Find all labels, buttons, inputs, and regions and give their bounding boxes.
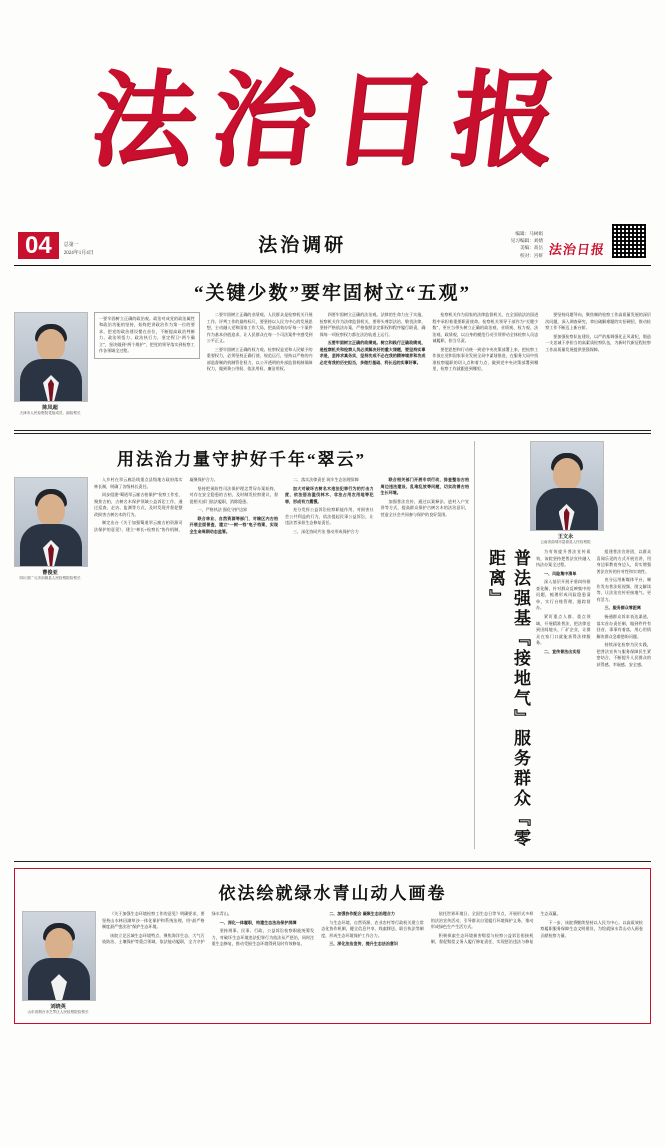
article-2 bbox=[14, 441, 469, 849]
article-2-para-8: 三、深化协同共治 推动形成保护合力 bbox=[293, 528, 359, 534]
article-1-lead: 一要牢固树立正确的政治观。政治对成党的政治属性和政治功能的坚持，始终把讲政治作为第一位的要求，把党的政治建设摆在首位，不断提高政治判断力、政治领悟力、政治执行力，坚定捍卫“两个确立”，坚决做到“两个维护”，把党的领导落实到检察工作各领域全过程。 bbox=[94, 312, 200, 359]
article-1-para-7: 要加强检察队伍建设，以严的基调强化正风肃纪，锻造一支忠诚干净担当的高素质检察队伍，为新时代新征程检察工作高质量发展提供坚强保障。 bbox=[545, 333, 651, 352]
article-2-para-1: 制定出台《关于加强蜀道翠云廊古柏资源司法保护的意见》，建立“林长+检察长”协作机制，凝聚保护合力。 bbox=[94, 477, 218, 532]
article-2-para-5: 二、落实法律责任 筑牢生态治理屏障 bbox=[293, 477, 359, 483]
article-4-para-5: 三、深化法治宣传，提升生态法治意识 bbox=[329, 941, 398, 947]
article-1-para-1: 三要牢固树立正确的权力观。检察权是党和人民赋予的重要权力，必须坚持正确行使、规范运行，坚持以严格的内部监督制约机制管住权力，以公开透明的外部监督机制保障权力，做到秉公用权、依法用权、廉洁用权。 bbox=[206, 346, 313, 372]
author-title: 四川省广元市剑阁县人民检察院检察长 bbox=[19, 576, 81, 581]
article-4-title: 依法绘就绿水青山动人画卷 bbox=[218, 884, 447, 904]
article-4-para-6: 依托世界环境日、全国生态日等节点，开展形式多样的法治宣传活动，引导群众自觉履行环境保护义务，推动形成绿色生产生活方式。 bbox=[430, 911, 534, 930]
header-right bbox=[511, 223, 647, 259]
issue-meta bbox=[64, 242, 94, 259]
article-2-body bbox=[94, 477, 469, 535]
article-1-para-3: 五要牢固树立正确的政绩观。树立和践行正确政绩观，是检察机关和检察人员必须解决好的重大课题，要坚持实事求是，坚持求真务实，坚持功成不必在我的精神境界和功成必定有我的历史担当，多做打基础、利长远的实事好事。 bbox=[319, 340, 426, 365]
article-4-wrapper bbox=[0, 868, 665, 1030]
article-2-para-10: 加强普法宣传，通过以案释法、进村入户宣讲等方式，提高群众保护古树名木的法治意识，营造全社会共同参与保护的良好氛围。 bbox=[380, 498, 469, 517]
article-3-title: 普法强基『接地气』服务群众『零距离』 bbox=[486, 549, 530, 850]
article-4-para-3: 二、加强协作配合 凝聚生态治理合力 bbox=[329, 911, 395, 917]
header-bar bbox=[0, 215, 665, 263]
page-number: 04 bbox=[18, 232, 59, 259]
masthead bbox=[0, 0, 665, 215]
article-2-para-7: 充分发挥公益诉讼检察职能作用，对损害社会公共利益的行为，依法提起民事公益诉讼，让违法者承担生态修复责任。 bbox=[285, 507, 374, 526]
article-4 bbox=[14, 868, 651, 1024]
author-photo bbox=[14, 477, 88, 567]
article-2-3-region bbox=[0, 439, 665, 855]
issue-meta-line1: 总第一 bbox=[63, 243, 79, 248]
article-3-para-5: 充分运用新媒体平台，制作发布普法短视频、图文解读等，让法治宣传更接地气、更有活力。 bbox=[596, 577, 651, 602]
article-1-para-6: 要坚持问题导向，聚焦制约检察工作高质量发展的深层次问题，深入调查研究，拿出破解难题的实招硬招，推动检察工作不断迈上新台阶。 bbox=[545, 312, 651, 331]
credit-assistant-editor: 见习编辑：刘婧 bbox=[510, 237, 543, 243]
article-1-author bbox=[14, 312, 86, 416]
credit-designer: 美编：高岳 bbox=[519, 245, 543, 251]
article-3 bbox=[480, 441, 651, 849]
article-1-para-0: 二要牢固树立正确的业绩观。人民群众是检察机关开展工作、评判工作的最终标尺，要坚持以人民为中心的发展思想，主动融入党和国家工作大局，把高质效办好每一个案件作为基本价值追求，让人民群众在每一个司法案件中感受到公平正义。 bbox=[206, 312, 313, 344]
author-photo bbox=[22, 911, 96, 1001]
column-divider bbox=[474, 441, 475, 849]
author-name: 曹俊亚 bbox=[42, 570, 58, 577]
article-3-author bbox=[530, 441, 602, 545]
article-3-para-1: 深入基层开展矛盾纠纷排查化解，针对群众反映集中的问题，梳理形成风险隐患清单，实行台账管理、跟踪督办。 bbox=[536, 579, 591, 611]
article-1 bbox=[0, 266, 665, 425]
issue-meta-line2: 2024年1月4日 bbox=[63, 250, 94, 256]
article-3-lead: 为有效提升普法宣传质效，该院坚持把普法宣传融入执法办案全过程。 bbox=[536, 549, 591, 568]
article-3-para-8: 持续深化检察为民实践，把普法宣传与服务保障民生紧密结合，不断提升人民群众的获得感、幸福感、安全感。 bbox=[596, 642, 651, 667]
article-2-para-9: 联合相关部门开展专项行动，排查整治古柏周边违法建设、乱堆乱放等问题，切实改善古柏生长环境。 bbox=[380, 477, 469, 496]
article-3-para-0: 一、风险集中清单 bbox=[544, 570, 577, 576]
masthead-small-logo: 法治日报 bbox=[547, 242, 606, 257]
credit-editor: 编辑：马树娟 bbox=[515, 230, 543, 236]
section-title: 法治调研 bbox=[258, 235, 347, 256]
author-photo bbox=[530, 441, 604, 531]
staff-credits bbox=[511, 230, 543, 259]
article-4-para-8: 下一步，该院将继续坚持以人民为中心，以高质效检察履职服务保障生态文明建设，为绘就绿水青山动人画卷贡献检察力量。 bbox=[540, 919, 643, 938]
article-2-para-0: 同步组建“蜀道翠云廊古柏保护”检察工作室，聚焦古柏、古树名木保护领域公益诉讼工作，通过巡查、走访、监测等方式，及时发现并督促整改损害古树名木的行为。 bbox=[94, 492, 183, 517]
author-title: 山东省烟台市芝罘区人民检察院检察长 bbox=[27, 1010, 89, 1015]
article-1-body bbox=[94, 312, 651, 373]
article-1-para-2: 四要牢固树立正确的法治观。法律的生命力在于实施，检察机关作为法律监督机关，要带头尊崇法治、敬畏法律，坚持严格依法办案，严格依照法定职权和程序履行职责，确保每一项检察权力都在法治轨道上运行。 bbox=[319, 312, 426, 337]
article-2-author bbox=[14, 477, 86, 581]
article-2-para-4: 联合林业、自然资源等部门，对辖区内古柏开展全面普查，建立“一树一档”电子档案，实现全生命周期动态监管。 bbox=[189, 515, 278, 534]
author-name: 王文永 bbox=[557, 534, 574, 541]
article-3-para-6: 三、服务群众零距离 bbox=[604, 605, 641, 611]
article-4-author bbox=[22, 911, 94, 1015]
article-4-body bbox=[102, 911, 643, 948]
article-3-para-7: 畅通群众诉求表达渠道，落实首办责任制，做到件件有回音、事事有着落，用心用情解决群众急难愁盼问题。 bbox=[596, 613, 651, 639]
credit-proofreader: 校对：宫妍 bbox=[519, 252, 543, 258]
masthead-title: 法治日报 bbox=[85, 63, 580, 179]
article-2-title: 用法治力量守护好千年“翠云” bbox=[117, 450, 366, 470]
author-name: 陈凤超 bbox=[42, 405, 58, 411]
article-1-para-5: 要把思想和行动统一到党中央决策部署上来，把检察工作放在党和国家事业发展全局中谋划推进，在服务大局中找准检察履职的切入点和着力点，做到党中央决策部署到哪里，检察工作就跟进到哪里。 bbox=[432, 346, 539, 372]
article-4-para-1: 一、深化一体履职，构建生态法治保护屏障 bbox=[219, 919, 297, 925]
article-divider-1 bbox=[14, 430, 651, 434]
author-title: 云南省曲靖市富源县人民检察院 bbox=[540, 540, 591, 545]
article-2-para-2: 坚持把预防性司法保护理念贯穿办案始终，对存在安全隐患的古柏，及时制发检察建议，督促相关部门依法履职，消除隐患。 bbox=[189, 485, 278, 504]
article-1-title: “关键少数”要牢固树立“五观” bbox=[193, 283, 471, 304]
article-4-para-2: 坚持刑事、民事、行政、公益诉讼检察职能统筹发力，对破坏生态环境违法犯罪行为依法从严惩治，同时注重生态修复，推动受损生态环境得到及时有效修复。 bbox=[211, 928, 315, 947]
author-name: 刘晓英 bbox=[50, 1004, 66, 1011]
author-title: 天津市人民检察院党组成员、副检察长 bbox=[19, 411, 81, 415]
article-2-lead: 入乡村在翠云廊沿线重点县级地方政府落实林长制，明确了各级林长责任。 bbox=[94, 477, 183, 489]
article-divider-2 bbox=[14, 861, 651, 862]
article-1-para-4: 检察机关作为国家的法律监督机关，在全面依法治国进程中承担着重要职责使命。检察机关领导干部作为“关键少数”，更应当带头树立正确的政治观、业绩观、权力观、法治观、政绩观，以自身的模范行动引领带动全体检察人员忠诚履职、担当尽责。 bbox=[432, 312, 539, 344]
article-4-para-0: 该院立足区域生态环境特点，聚焦海洋生态、大气污染防治、土壤保护等重点领域，依法能动履职，全力守护绿水青山。 bbox=[102, 911, 232, 945]
article-4-para-7: 积极探索生态环境损害赔偿与检察公益诉讼衔接机制，督促赔偿义务人履行修复责任，实现惩治违法与修复生态双赢。 bbox=[430, 911, 561, 945]
article-3-para-2: 紧盯重点人群、重点领域，开展精准普法，把法律送到田间地头、厂矿企业，让群众在家门口就能获得法律服务。 bbox=[536, 613, 591, 646]
article-2-para-6: 加大对破坏古树名木违法犯罪行为的打击力度，依法惩治滥伐林木、非法占用农用地等犯罪，形成有力震慑。 bbox=[285, 485, 374, 504]
article-3-para-4: 组建普法宣讲团，以群众喜闻乐见的方式开展宣讲，用身边事教育身边人，切实增强普法宣传的针对性和实效性。 bbox=[596, 549, 651, 574]
issue-info bbox=[18, 232, 94, 259]
qr-code-icon[interactable] bbox=[611, 223, 647, 259]
article-2-para-3: 一、严格执法 强化守护边界 bbox=[197, 507, 248, 513]
article-3-para-3: 二、宣传普法出实招 bbox=[544, 648, 581, 654]
author-photo bbox=[14, 312, 88, 402]
article-3-body bbox=[536, 549, 651, 668]
article-4-para-4: 与生态环境、自然资源、农业农村等行政机关建立常态化协作机制，健全信息共享、线索移送、联合执法等制度，形成生态环境保护工作合力。 bbox=[321, 919, 424, 938]
article-4-lead: 《关于加强生态环境检察工作的意见》明确要求，要坚持山水林田湖草沙一体化保护和系统治理，用“最严格制度最严密法治”保护生态环境。 bbox=[102, 911, 205, 930]
